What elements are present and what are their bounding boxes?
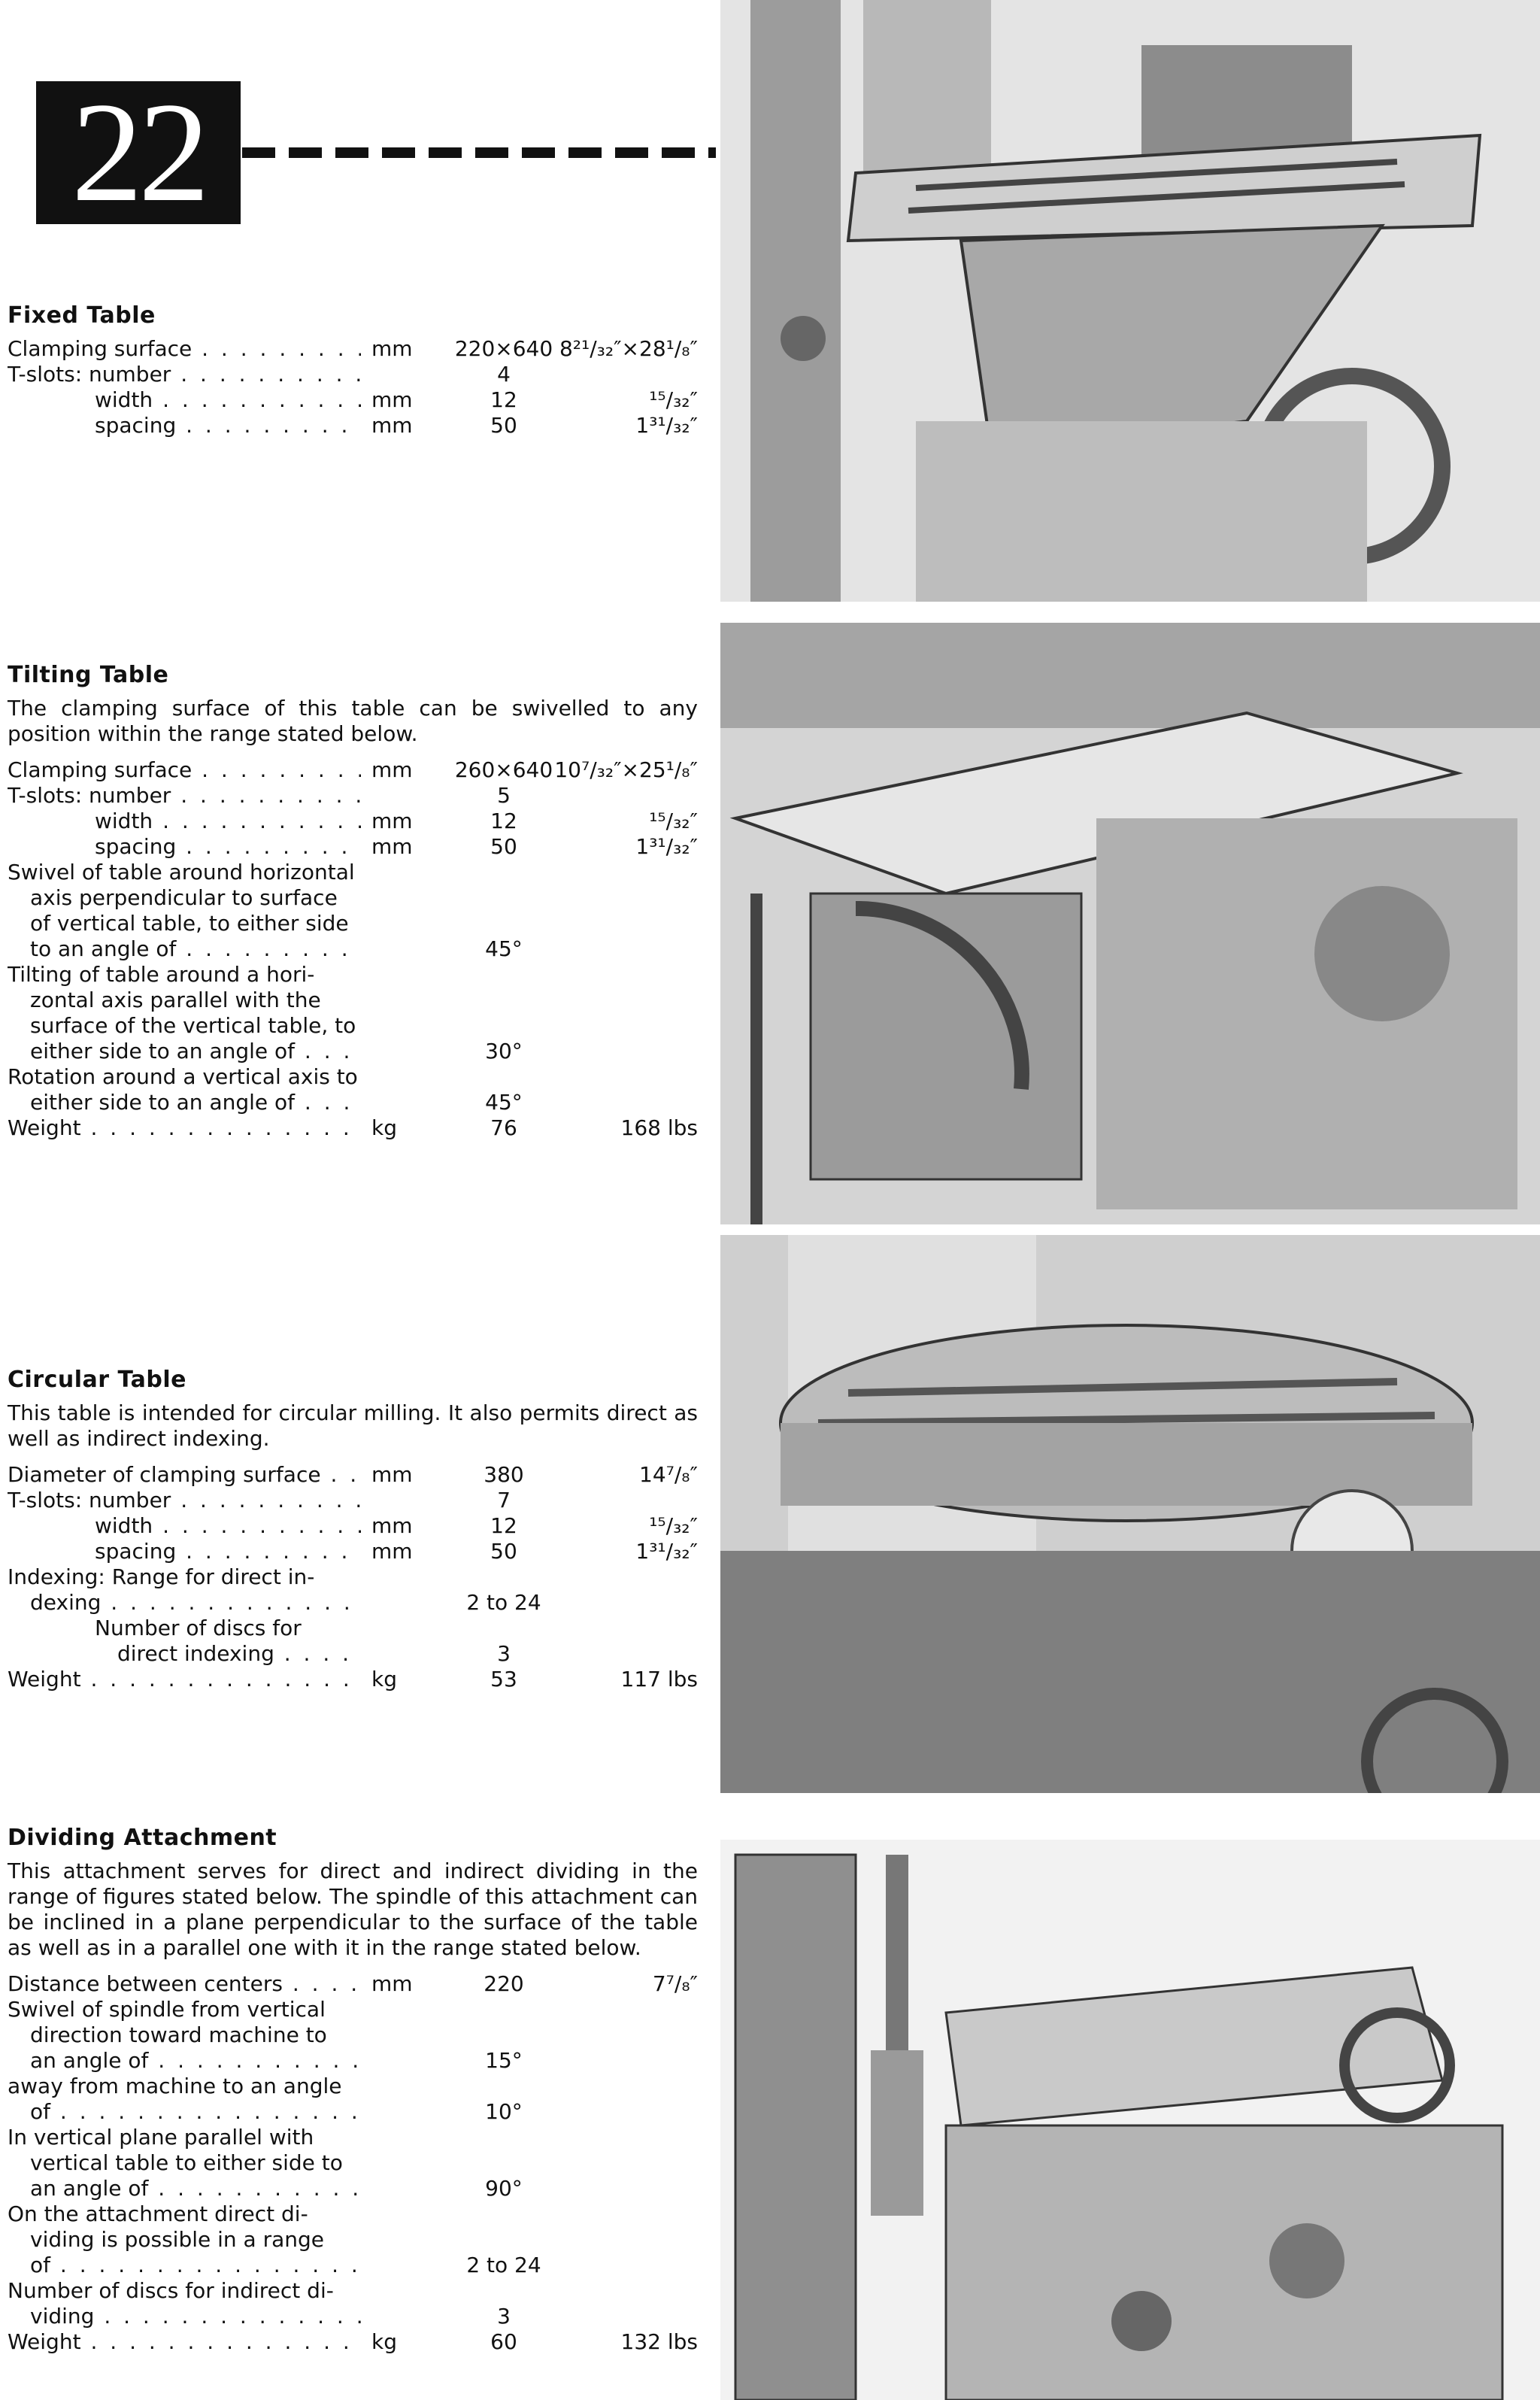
- spec-unit: kg: [371, 1667, 397, 1692]
- spec-label: [8, 2278, 361, 2329]
- spec-label-text: T-slots: number: [8, 783, 171, 808]
- dashed-rule: [242, 145, 716, 160]
- spec-value: 12: [490, 387, 517, 412]
- spec-value: 50: [490, 1539, 517, 1564]
- spec-label-text: Weight: [8, 1667, 81, 1692]
- spec-value: 12: [490, 809, 517, 833]
- spec-unit: mm: [371, 387, 413, 412]
- spec-label-text: away from machine to an angle: [8, 2074, 342, 2098]
- spec-row: [8, 413, 698, 438]
- spec-label: [8, 1488, 361, 1513]
- spec-label-continuation: to an angle of . . .: [8, 936, 361, 962]
- spec-row: [8, 2125, 698, 2201]
- spec-label-continuation: viding . . .: [8, 2304, 361, 2329]
- spec-label: [8, 1064, 361, 1115]
- spec-label-text: Indexing: Range for direct in-: [8, 1564, 315, 1589]
- spec-unit: mm: [371, 413, 413, 438]
- spec-label-continuation: of . . .: [8, 2099, 361, 2125]
- section-title: Fixed Table: [8, 302, 156, 329]
- tilting-table-photo: [720, 623, 1540, 1224]
- spec-value: 50: [490, 834, 517, 859]
- spec-label-text: On the attachment direct di-: [8, 2201, 308, 2226]
- spec-label-continuation: viding is possible in a range: [30, 2227, 325, 2252]
- section-title: Tilting Table: [8, 662, 169, 688]
- spec-label: [8, 1115, 361, 1141]
- spec-label-text: Number of discs for: [95, 1616, 302, 1640]
- section-circular-table: [8, 1367, 698, 1692]
- spec-value: 15°: [485, 2048, 523, 2073]
- spec-label: [8, 1667, 361, 1692]
- spec-label-continuation: either side to an angle of . . .: [8, 1090, 361, 1115]
- spec-row: [8, 362, 698, 387]
- spec-label-continuation: axis perpendicular to surface: [30, 885, 338, 910]
- spec-unit: mm: [371, 1513, 413, 1538]
- spec-row: [8, 1115, 698, 1141]
- page-number: 22: [36, 81, 241, 224]
- spec-value: 90°: [485, 2176, 523, 2201]
- spec-imperial: 7⁷/₈″: [652, 1971, 698, 1996]
- spec-imperial: 132 lbs: [620, 2329, 698, 2354]
- spec-label-text: spacing: [95, 413, 177, 438]
- spec-label-continuation: zontal axis parallel with the: [30, 988, 321, 1012]
- spec-row: [8, 2329, 698, 2355]
- spec-label: [8, 860, 361, 962]
- spec-unit: mm: [371, 1462, 413, 1487]
- section-dividing-attachment: [8, 1825, 698, 2355]
- spec-value: 260×640: [454, 757, 553, 782]
- spec-unit: kg: [371, 1115, 397, 1140]
- section-title: Dividing Attachment: [8, 1825, 277, 1851]
- spec-imperial: 1³¹/₃₂″: [635, 1539, 698, 1564]
- spec-row: [8, 1488, 698, 1513]
- dividing-attachment-photo: [720, 1840, 1540, 2400]
- spec-label: [8, 809, 361, 834]
- spec-label-continuation: either side to an angle of . . .: [8, 1039, 361, 1064]
- spec-imperial: 10⁷/₃₂″×25¹/₈″: [554, 757, 698, 782]
- spec-imperial: ¹⁵/₃₂″: [649, 387, 698, 412]
- spec-imperial: 117 lbs: [620, 1667, 698, 1692]
- spec-unit: mm: [371, 809, 413, 833]
- spec-label-text: Number of discs for indirect di-: [8, 2278, 334, 2303]
- spec-value: 30°: [485, 1039, 523, 1063]
- spec-label: [8, 1564, 361, 1616]
- spec-label: [8, 1971, 361, 1997]
- spec-label: [8, 1462, 361, 1488]
- spec-label: [8, 2201, 361, 2278]
- spec-imperial: 168 lbs: [620, 1115, 698, 1140]
- circular-table-photo: [720, 1235, 1540, 1793]
- spec-label-text: In vertical plane parallel with: [8, 2125, 314, 2150]
- spec-label: [8, 783, 361, 809]
- spec-label: [8, 834, 361, 860]
- spec-label-text: Swivel of table around horizontal: [8, 860, 355, 884]
- spec-row: [8, 1971, 698, 1997]
- spec-label-continuation: vertical table to either side to: [30, 2150, 343, 2175]
- section-fixed-table: [8, 302, 698, 438]
- spec-list: [8, 336, 698, 438]
- spec-label: [8, 1997, 361, 2074]
- section-title: Circular Table: [8, 1367, 186, 1393]
- spec-row: [8, 757, 698, 783]
- spec-value: 53: [490, 1667, 517, 1692]
- spec-label-text: T-slots: number: [8, 1488, 171, 1513]
- spec-row: [8, 2278, 698, 2329]
- spec-label-text: Tilting of table around a hori-: [8, 962, 315, 987]
- spec-row: [8, 809, 698, 834]
- spec-label: [8, 336, 361, 362]
- spec-label-text: Distance between centers: [8, 1971, 283, 1996]
- spec-row: [8, 1616, 698, 1667]
- spec-unit: mm: [371, 336, 413, 361]
- spec-label-text: Rotation around a vertical axis to: [8, 1064, 358, 1089]
- spec-label-text: Weight: [8, 1115, 81, 1140]
- spec-value: 380: [484, 1462, 524, 1487]
- spec-label-continuation: direct indexing . . .: [95, 1641, 361, 1667]
- spec-unit: mm: [371, 834, 413, 859]
- spec-row: [8, 387, 698, 413]
- spec-row: [8, 783, 698, 809]
- spec-value: 4: [497, 362, 511, 387]
- spec-value: 45°: [485, 936, 523, 961]
- spec-label-text: Diameter of clamping surface: [8, 1462, 321, 1487]
- spec-value: 45°: [485, 1090, 523, 1115]
- spec-label: [8, 413, 361, 438]
- spec-label: [8, 757, 361, 783]
- spec-imperial: 8²¹/₃₂″×28¹/₈″: [559, 336, 698, 361]
- spec-label: [8, 1616, 361, 1667]
- spec-label-continuation: an angle of . . .: [8, 2176, 361, 2201]
- spec-label: [8, 1513, 361, 1539]
- spec-label: [8, 387, 361, 413]
- spec-value: 76: [490, 1115, 517, 1140]
- spec-row: [8, 1564, 698, 1616]
- spec-value: 3: [497, 2304, 511, 2329]
- spec-label-text: spacing: [95, 834, 177, 859]
- spec-label-continuation: dexing . . .: [8, 1590, 361, 1616]
- spec-row: [8, 1997, 698, 2074]
- spec-label-text: Clamping surface: [8, 336, 192, 361]
- spec-value: 2 to 24: [466, 2253, 541, 2277]
- spec-value: 220: [484, 1971, 524, 1996]
- spec-row: [8, 1462, 698, 1488]
- fixed-table-photo: [720, 0, 1540, 602]
- spec-value: 7: [497, 1488, 511, 1513]
- spec-value: 12: [490, 1513, 517, 1538]
- spec-row: [8, 2201, 698, 2278]
- spec-label: [8, 2329, 361, 2355]
- spec-list: [8, 1462, 698, 1692]
- spec-row: [8, 1667, 698, 1692]
- section-description: The clamping surface of this table can be swivelled to any position within the range stated below.: [8, 696, 698, 746]
- spec-label-text: Weight: [8, 2329, 81, 2354]
- spec-label-continuation: of . . .: [8, 2253, 361, 2278]
- spec-label-text: width: [95, 1513, 153, 1538]
- spec-value: 5: [497, 783, 511, 808]
- spec-imperial: 14⁷/₈″: [639, 1462, 698, 1487]
- spec-label-text: width: [95, 809, 153, 833]
- section-description: This table is intended for circular milling. It also permits direct as well as indirect indexing.: [8, 1400, 698, 1451]
- spec-label-text: Swivel of spindle from vertical: [8, 1997, 326, 2022]
- spec-row: [8, 336, 698, 362]
- spec-value: 60: [490, 2329, 517, 2354]
- section-description: This attachment serves for direct and indirect dividing in the range of figures stated below. The spindle of this attachment can be inclined in a plane perpendicular to the surface of the table as well as in a parallel one with it in the range stated below.: [8, 1858, 698, 1960]
- spec-label-text: Clamping surface: [8, 757, 192, 782]
- spec-label-text: spacing: [95, 1539, 177, 1564]
- section-tilting-table: [8, 662, 698, 1141]
- spec-label-text: width: [95, 387, 153, 412]
- spec-imperial: ¹⁵/₃₂″: [649, 1513, 698, 1538]
- spec-unit: mm: [371, 757, 413, 782]
- spec-row: [8, 962, 698, 1064]
- spec-row: [8, 1539, 698, 1564]
- spec-unit: mm: [371, 1971, 413, 1996]
- spec-label-text: T-slots: number: [8, 362, 171, 387]
- spec-unit: kg: [371, 2329, 397, 2354]
- spec-row: [8, 1064, 698, 1115]
- spec-row: [8, 2074, 698, 2125]
- spec-label: [8, 362, 361, 387]
- spec-label-continuation: of vertical table, to either side: [30, 911, 349, 936]
- spec-value: 3: [497, 1641, 511, 1666]
- spec-list: [8, 1971, 698, 2355]
- spec-value: 10°: [485, 2099, 523, 2124]
- spec-label-continuation: direction toward machine to: [30, 2022, 327, 2047]
- spec-row: [8, 834, 698, 860]
- spec-value: 2 to 24: [466, 1590, 541, 1615]
- spec-label: [8, 1539, 361, 1564]
- spec-imperial: 1³¹/₃₂″: [635, 834, 698, 859]
- spec-row: [8, 1513, 698, 1539]
- spec-unit: mm: [371, 1539, 413, 1564]
- spec-row: [8, 860, 698, 962]
- spec-label: [8, 962, 361, 1064]
- spec-label-continuation: an angle of . . .: [8, 2048, 361, 2074]
- spec-list: [8, 757, 698, 1141]
- spec-label: [8, 2125, 361, 2201]
- spec-label: [8, 2074, 361, 2125]
- spec-imperial: ¹⁵/₃₂″: [649, 809, 698, 833]
- spec-value: 220×640: [454, 336, 553, 361]
- spec-imperial: 1³¹/₃₂″: [635, 413, 698, 438]
- spec-value: 50: [490, 413, 517, 438]
- spec-label-continuation: surface of the vertical table, to: [30, 1013, 356, 1038]
